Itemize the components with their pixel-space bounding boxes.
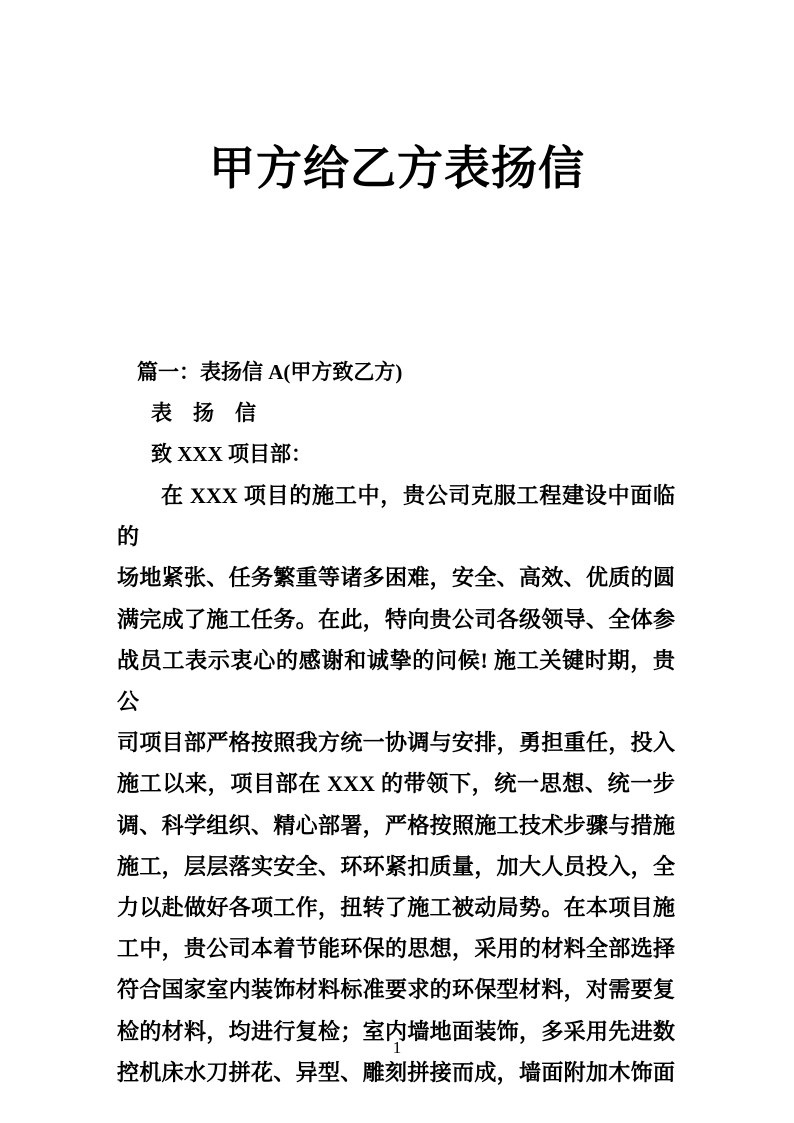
body-line: 司项目部严格按照我方统一协调与安排，勇担重任，投入 (117, 730, 675, 756)
salutation-line: 致 XXX 项目部： (151, 442, 312, 466)
letter-body (117, 475, 675, 1093)
page-number: 1 (392, 1038, 402, 1057)
body-line: 场地紧张、任务繁重等诸多困难，安全、高效、优质的圆 (117, 565, 675, 591)
body-line: 施工以来，项目部在 XXX 的带领下，统一思想、统一步 (117, 771, 675, 797)
body-line: 力以赴做好各项工作，扭转了施工被动局势。在本项目施 (117, 895, 675, 921)
letter-title: 表 扬 信 (151, 401, 256, 425)
body-line: 满完成了施工任务。在此，特向贵公司各级领导、全体参 (117, 606, 675, 632)
body-line: 施工，层层落实安全、环环紧扣质量，加大人员投入，全 (117, 853, 675, 879)
body-line: 调、科学组织、精心部署，严格按照施工技术步骤与措施 (117, 812, 675, 838)
body-line: 符合国家室内装饰材料标准要求的环保型材料，对需要复 (117, 977, 675, 1003)
body-line: 工中，贵公司本着节能环保的思想，采用的材料全部选择 (117, 936, 675, 962)
body-line: 检的材料，均进行复检；室内墙地面装饰，多采用先进数 (117, 1018, 675, 1044)
body-line: 战员工表示衷心的感谢和诚挚的问候! 施工关键时期，贵公 (117, 647, 675, 715)
body-line: 在 XXX 项目的施工中，贵公司克服工程建设中面临的 (117, 483, 675, 550)
section-heading: 篇一：表扬信 A(甲方致乙方) (137, 360, 403, 384)
body-line: 控机床水刀拼花、异型、雕刻拼接而成，墙面附加木饰面 (117, 1059, 675, 1085)
document-content (117, 352, 675, 1093)
document-title: 甲方给乙方表扬信 (209, 143, 585, 194)
